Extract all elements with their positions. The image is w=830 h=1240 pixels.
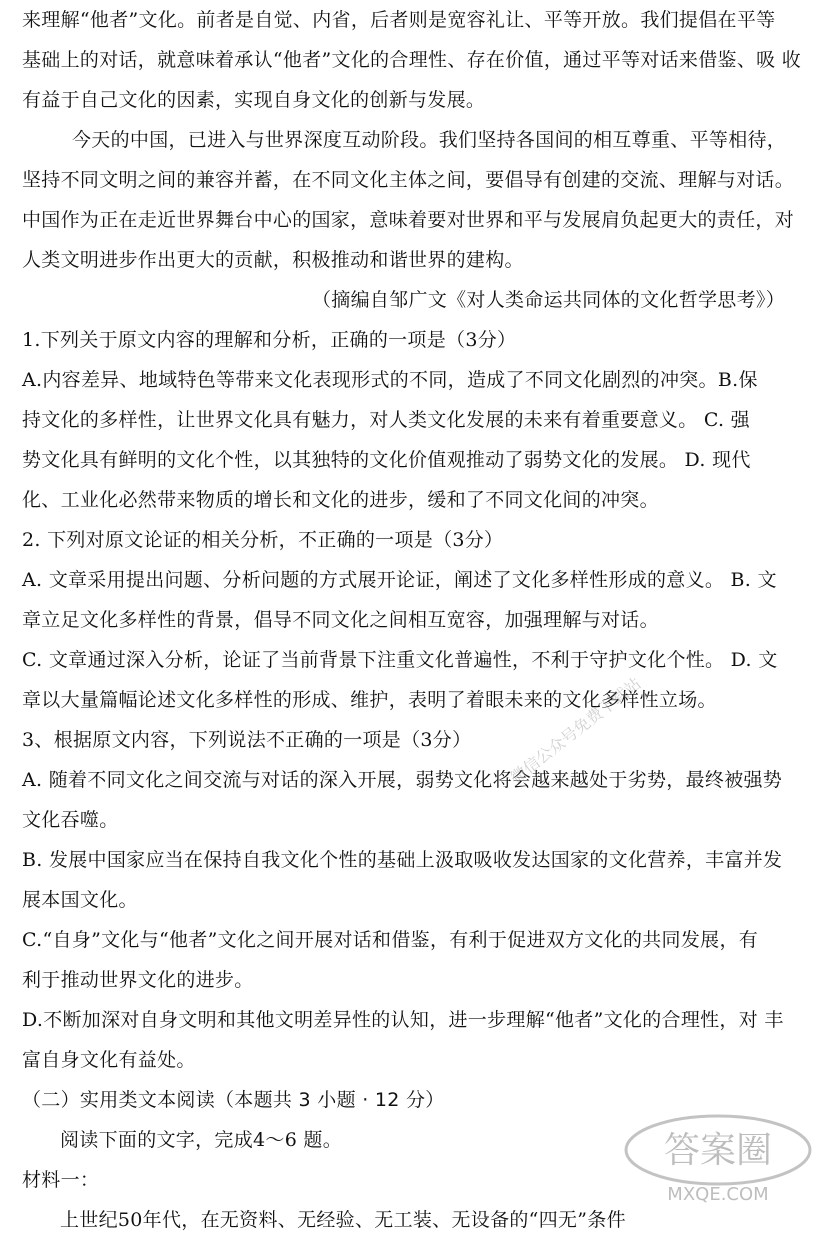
option-line: A. 文章采用提出问题、分析问题的方式展开论证，阐述了文化多样性形成的意义。 B. 文 xyxy=(22,569,777,591)
option-line: A.内容差异、地域特色等带来文化表现形式的不同，造成了不同文化剧烈的冲突。B.保 xyxy=(22,369,758,391)
question-stem: 2. 下列对原文论证的相关分析，不正确的一项是（3分） xyxy=(22,529,504,551)
question-2 xyxy=(22,520,812,720)
logo-subtext: MXQE.COM xyxy=(667,1184,769,1205)
option-line: C. 文章通过深入分析，论证了当前背景下注重文化普遍性，不利于守护文化个性。 D. 文 xyxy=(22,649,778,671)
text-line: 今天的中国，已进入与世界深度互动阶段。我们坚持各国间的相互尊重、平等相待， xyxy=(72,129,787,151)
source-citation: （摘编自邹广文《对人类命运共同体的文化哲学思考》） xyxy=(312,289,786,311)
option-line: C.“自身”文化与“他者”文化之间开展对话和借鉴，有利于促进双方文化的共同发展，有 xyxy=(22,929,759,951)
question-1 xyxy=(22,320,812,520)
question-stem: 1.下列关于原文内容的理解和分析，正确的一项是（3分） xyxy=(22,329,517,351)
watermark-text: 微信公众号免费下载站 xyxy=(506,673,645,788)
text-line: 中国作为正在走近世界舞台中心的国家，意味着要对世界和平与发展肩负起更大的责任，对 xyxy=(22,209,795,231)
text-line: 基础上的对话，就意味着承认“他者”文化的合理性、存在价值，通过平等对话来借鉴、吸 收 xyxy=(22,49,802,71)
option-line: 章以大量篇幅论述文化多样性的形成、维护，表明了着眼未来的文化多样性立场。 xyxy=(22,689,717,711)
option-line: 持文化的多样性，让世界文化具有魅力，对人类文化发展的未来有着重要意义。 C. 强 xyxy=(22,409,750,431)
paragraph-2 xyxy=(22,120,812,280)
section-heading: （二）实用类文本阅读（本题共 3 小题 · 12 分） xyxy=(22,1089,445,1111)
site-logo xyxy=(618,1110,818,1205)
option-line: 化、工业化必然带来物质的增长和文化的进步，缓和了不同文化间的冲突。 xyxy=(22,489,659,511)
option-line: 势文化具有鲜明的文化个性，以其独特的文化价值观推动了弱势文化的发展。 D. 现代 xyxy=(22,449,751,471)
option-line: 章立足文化多样性的背景，倡导不同文化之间相互宽容，加强理解与对话。 xyxy=(22,609,659,631)
paragraph-1 xyxy=(22,0,812,120)
text-line: 来理解“他者”文化。前者是自觉、内省，后者则是宽容礼让、平等开放。我们提倡在平等 xyxy=(22,9,776,31)
option-line: A. 随着不同文化之间交流与对话的深入开展，弱势文化将会越来越处于劣势，最终被强势 xyxy=(22,769,783,791)
material-text-line: 上世纪50年代，在无资料、无经验、无工装、无设备的“四无”条件 xyxy=(60,1209,626,1231)
text-line: 人类文明进步作出更大的贡献，积极推动和谐世界的建构。 xyxy=(22,249,524,271)
question-3 xyxy=(22,720,812,1080)
question-stem: 3、根据原文内容，下列说法不正确的一项是（3分） xyxy=(22,729,472,751)
option-line: 利于推动世界文化的进步。 xyxy=(22,969,254,991)
logo-text: 答案圈 xyxy=(663,1130,773,1171)
option-line: 文化吞噬。 xyxy=(22,809,119,831)
option-line: 富自身文化有益处。 xyxy=(22,1049,196,1071)
document-page xyxy=(22,0,812,1240)
option-line: 展本国文化。 xyxy=(22,889,138,911)
section-instruction: 阅读下面的文字，完成4～6 题。 xyxy=(60,1129,343,1151)
text-line: 有益于自己文化的因素，实现自身文化的创新与发展。 xyxy=(22,89,486,111)
option-line: B. 发展中国家应当在保持自我文化个性的基础上汲取吸收发达国家的文化营养，丰富并发 xyxy=(22,849,783,871)
option-line: D.不断加深对自身文明和其他文明差异性的认知，进一步理解“他者”文化的合理性，对 丰 xyxy=(22,1009,784,1031)
material-label: 材料一： xyxy=(22,1169,100,1191)
text-line: 坚持不同文明之间的兼容并蓄，在不同文化主体之间，要倡导有创建的交流、理解与对话。 xyxy=(22,169,795,191)
